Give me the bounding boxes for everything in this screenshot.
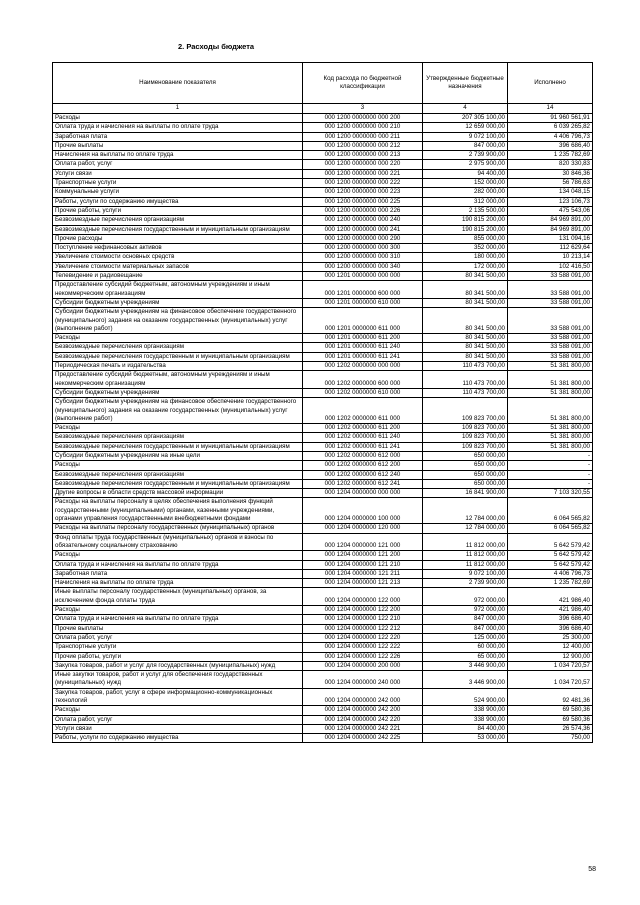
row-approved: 152 000,00 [423,179,508,188]
row-code: 000 1204 0000000 242 220 [303,715,423,724]
row-approved: 109 823 700,00 [423,442,508,451]
row-code: 000 1201 0000000 611 200 [303,334,423,343]
row-executed: 33 588 091,00 [508,334,593,343]
row-code: 000 1200 0000000 000 290 [303,234,423,243]
row-code: 000 1204 0000000 121 200 [303,551,423,560]
row-approved: 2 975 900,00 [423,160,508,169]
table-row [53,433,593,442]
row-approved: 110 473 700,00 [423,371,508,389]
table-row [53,169,593,178]
row-name: Безвозмездные перечисления организациям [53,343,303,352]
row-executed: 123 106,73 [508,197,593,206]
row-approved: 110 473 700,00 [423,388,508,397]
row-name: Безвозмездные перечисления государственным и муниципальным организациям [53,225,303,234]
table-row [53,498,593,524]
row-executed: 33 588 091,00 [508,281,593,299]
row-executed: 25 300,00 [508,633,593,642]
row-code: 000 1201 0000000 610 000 [303,298,423,307]
row-code: 000 1202 0000000 612 240 [303,470,423,479]
row-name: Увеличение стоимости материальных запасов [53,262,303,271]
row-name: Прочие работы, услуги [53,652,303,661]
row-approved: 65 000,00 [423,652,508,661]
row-name: Субсидии бюджетным учреждениям [53,298,303,307]
row-approved: 11 812 000,00 [423,533,508,551]
table-row [53,579,593,588]
row-code: 000 1202 0000000 612 000 [303,451,423,460]
row-name: Прочие работы, услуги [53,206,303,215]
row-approved: 84 400,00 [423,724,508,733]
table-row [53,281,593,299]
row-approved: 972 000,00 [423,588,508,606]
row-name: Работы, услуги по содержанию имущества [53,197,303,206]
row-name: Заработная плата [53,132,303,141]
row-code: 000 1204 0000000 122 226 [303,652,423,661]
row-name: Начисления на выплаты по оплате труда [53,579,303,588]
row-code: 000 1204 0000000 122 220 [303,633,423,642]
row-executed: 820 330,83 [508,160,593,169]
row-approved: 338 900,00 [423,706,508,715]
row-name: Фонд оплаты труда государственных (муниципальных) органов и взносы по обязательному социальному страхованию [53,533,303,551]
row-name: Оплата труда и начисления на выплаты по оплате труда [53,615,303,624]
row-code: 000 1202 0000000 611 000 [303,398,423,424]
table-row [53,606,593,615]
row-approved: 180 000,00 [423,253,508,262]
row-name: Безвозмездные перечисления организациям [53,216,303,225]
row-executed: 1 235 782,69 [508,579,593,588]
table-row [53,188,593,197]
table-header-row [53,63,593,104]
row-code: 000 1204 0000000 122 212 [303,624,423,633]
row-approved: 80 341 500,00 [423,334,508,343]
row-code: 000 1201 0000000 000 000 [303,272,423,281]
expenses-table [52,62,593,743]
row-executed: 4 406 796,73 [508,132,593,141]
table-row [53,461,593,470]
table-row [53,489,593,498]
row-code: 000 1201 0000000 611 241 [303,352,423,361]
row-name: Расходы [53,606,303,615]
row-name: Транспортные услуги [53,643,303,652]
column-number: 3 [303,104,423,114]
row-name: Расходы на выплаты персоналу в целях обеспечения выполнения функций государственными (муниципальными) органами, казенными учреждениями, органами управления государственными внебюджетными фондами [53,498,303,524]
row-name: Расходы [53,461,303,470]
row-code: 000 1200 0000000 000 210 [303,123,423,132]
row-code: 000 1204 0000000 242 221 [303,724,423,733]
row-executed: 69 580,36 [508,706,593,715]
row-code: 000 1200 0000000 000 222 [303,179,423,188]
row-code: 000 1204 0000000 000 000 [303,489,423,498]
row-executed: 51 381 800,00 [508,362,593,371]
row-executed: 51 381 800,00 [508,398,593,424]
table-row [53,160,593,169]
header-approved: Утвержденные бюджетные назначения [423,63,508,104]
row-approved: 172 000,00 [423,262,508,271]
row-executed: 33 588 091,00 [508,308,593,334]
row-executed: 69 580,36 [508,715,593,724]
table-row [53,688,593,706]
row-name: Оплата работ, услуг [53,633,303,642]
table-row [53,442,593,451]
row-executed: 7 103 320,55 [508,489,593,498]
row-approved: 80 341 500,00 [423,272,508,281]
table-row [53,451,593,460]
row-name: Закупка товаров, работ, услуг в сфере информационно-коммуникационных технологий [53,688,303,706]
row-executed: 396 686,40 [508,615,593,624]
row-code: 000 1204 0000000 242 200 [303,706,423,715]
column-number: 4 [423,104,508,114]
table-row [53,352,593,361]
table-row [53,388,593,397]
table-row [53,624,593,633]
row-approved: 190 815 200,00 [423,216,508,225]
table-row [53,206,593,215]
row-code: 000 1204 0000000 121 210 [303,560,423,569]
row-executed: 12 900,00 [508,652,593,661]
row-name: Оплата труда и начисления на выплаты по оплате труда [53,560,303,569]
row-approved: 16 841 900,00 [423,489,508,498]
table-row [53,588,593,606]
row-name: Безвозмездные перечисления организациям [53,470,303,479]
row-code: 000 1202 0000000 000 000 [303,362,423,371]
row-approved: 972 000,00 [423,606,508,615]
table-row [53,671,593,689]
row-approved: 207 305 100,00 [423,114,508,123]
row-executed: 6 064 565,82 [508,524,593,533]
row-executed: 30 846,36 [508,169,593,178]
row-name: Работы, услуги по содержанию имущества [53,734,303,743]
row-name: Оплата труда и начисления на выплаты по оплате труда [53,123,303,132]
table-row [53,234,593,243]
column-number: 1 [53,104,303,114]
table-row [53,334,593,343]
row-name: Иные закупки товаров, работ и услуг для обеспечения государственных (муниципальных) нужд [53,671,303,689]
table-row [53,524,593,533]
row-name: Поступление нефинансовых активов [53,244,303,253]
row-name: Закупка товаров, работ и услуг для государственных (муниципальных) нужд [53,661,303,670]
row-executed: 396 686,40 [508,624,593,633]
row-code: 000 1204 0000000 122 222 [303,643,423,652]
row-name: Прочие выплаты [53,624,303,633]
row-name: Коммунальные услуги [53,188,303,197]
row-executed: 51 381 800,00 [508,433,593,442]
row-name: Начисления на выплаты по оплате труда [53,151,303,160]
row-name: Расходы [53,551,303,560]
row-executed: 475 543,06 [508,206,593,215]
table-row [53,560,593,569]
row-code: 000 1204 0000000 121 211 [303,569,423,578]
row-executed: 56 786,63 [508,179,593,188]
table-row [53,225,593,234]
row-approved: 9 072 100,00 [423,132,508,141]
row-approved: 80 341 500,00 [423,308,508,334]
row-name: Транспортные услуги [53,179,303,188]
row-executed: 112 629,64 [508,244,593,253]
row-code: 000 1204 0000000 122 200 [303,606,423,615]
row-approved: 80 341 500,00 [423,343,508,352]
row-executed: 84 969 891,00 [508,225,593,234]
row-name: Субсидии бюджетным учреждениям [53,388,303,397]
row-executed: 51 381 800,00 [508,388,593,397]
row-approved: 352 000,00 [423,244,508,253]
row-approved: 109 823 700,00 [423,398,508,424]
row-executed: 51 381 800,00 [508,442,593,451]
row-executed: 5 642 579,42 [508,560,593,569]
table-row [53,343,593,352]
row-name: Расходы [53,424,303,433]
row-approved: 3 446 900,00 [423,671,508,689]
row-executed: - [508,479,593,488]
row-executed: 131 094,16 [508,234,593,243]
row-name: Оплата работ, услуг [53,160,303,169]
page-number: 58 [588,866,596,873]
row-name: Услуги связи [53,169,303,178]
row-executed: 1 034 720,57 [508,661,593,670]
row-name: Предоставление субсидий бюджетным, автономным учреждениям и иным некоммерческим организациям [53,371,303,389]
row-code: 000 1204 0000000 120 000 [303,524,423,533]
row-approved: 3 446 900,00 [423,661,508,670]
row-executed: 6 039 265,82 [508,123,593,132]
row-name: Расходы на выплаты персоналу государственных (муниципальных) органов [53,524,303,533]
table-row [53,298,593,307]
row-name: Заработная плата [53,569,303,578]
row-executed: 33 588 091,00 [508,352,593,361]
row-approved: 650 000,00 [423,461,508,470]
row-code: 000 1204 0000000 242 225 [303,734,423,743]
row-approved: 12 659 000,00 [423,123,508,132]
row-code: 000 1200 0000000 000 226 [303,206,423,215]
row-code: 000 1204 0000000 122 210 [303,615,423,624]
row-executed: 421 986,40 [508,606,593,615]
row-executed: - [508,470,593,479]
row-executed: 92 481,36 [508,688,593,706]
row-executed: 5 642 579,42 [508,533,593,551]
row-approved: 12 784 000,00 [423,498,508,524]
row-approved: 110 473 700,00 [423,362,508,371]
row-name: Субсидии бюджетным учреждениям на финансовое обеспечение государственного (муниципального) задания на оказание государственных (муниципальных) услуг (выполнение работ) [53,308,303,334]
row-name: Телевидение и радиовещание [53,272,303,281]
row-executed: 12 400,00 [508,643,593,652]
table-row [53,151,593,160]
row-executed: 4 406 796,73 [508,569,593,578]
row-executed: 396 686,40 [508,141,593,150]
row-executed: 134 048,15 [508,188,593,197]
row-code: 000 1200 0000000 000 241 [303,225,423,234]
row-approved: 80 341 500,00 [423,298,508,307]
row-name: Безвозмездные перечисления государственным и муниципальным организациям [53,352,303,361]
row-name: Периодическая печать и издательства [53,362,303,371]
row-code: 000 1200 0000000 000 225 [303,197,423,206]
row-executed: 1 235 782,69 [508,151,593,160]
row-approved: 2 739 900,00 [423,151,508,160]
row-approved: 11 812 000,00 [423,560,508,569]
row-code: 000 1204 0000000 121 000 [303,533,423,551]
row-approved: 650 000,00 [423,470,508,479]
row-executed: 51 381 800,00 [508,424,593,433]
table-row [53,179,593,188]
row-approved: 11 812 000,00 [423,551,508,560]
row-executed: 84 969 891,00 [508,216,593,225]
row-code: 000 1202 0000000 611 241 [303,442,423,451]
row-executed: 1 034 720,57 [508,671,593,689]
table-row [53,362,593,371]
row-approved: 9 072 100,00 [423,569,508,578]
table-row [53,424,593,433]
table-row [53,141,593,150]
row-code: 000 1200 0000000 000 223 [303,188,423,197]
row-name: Безвозмездные перечисления организациям [53,433,303,442]
table-row [53,197,593,206]
row-name: Прочие выплаты [53,141,303,150]
table-row [53,661,593,670]
table-row [53,734,593,743]
table-row [53,308,593,334]
row-code: 000 1200 0000000 000 220 [303,160,423,169]
table-row [53,371,593,389]
row-executed: 91 960 561,91 [508,114,593,123]
table-row [53,706,593,715]
row-approved: 338 900,00 [423,715,508,724]
table-row [53,569,593,578]
row-approved: 125 000,00 [423,633,508,642]
row-approved: 2 739 900,00 [423,579,508,588]
table-row [53,114,593,123]
table-row [53,724,593,733]
table-row [53,533,593,551]
row-code: 000 1200 0000000 000 212 [303,141,423,150]
row-name: Субсидии бюджетным учреждениям на иные цели [53,451,303,460]
row-code: 000 1204 0000000 240 000 [303,671,423,689]
row-approved: 650 000,00 [423,479,508,488]
row-name: Безвозмездные перечисления государственным и муниципальным организациям [53,479,303,488]
row-approved: 2 135 500,00 [423,206,508,215]
header-name: Наименование показателя [53,63,303,104]
table-row [53,470,593,479]
section-title: 2. Расходы бюджета [178,42,255,51]
table-row [53,479,593,488]
row-executed: 51 381 800,00 [508,371,593,389]
row-code: 000 1204 0000000 122 000 [303,588,423,606]
table-row [53,123,593,132]
row-name: Прочие расходы [53,234,303,243]
row-code: 000 1202 0000000 600 000 [303,371,423,389]
row-approved: 53 000,00 [423,734,508,743]
table-row [53,244,593,253]
row-code: 000 1204 0000000 242 000 [303,688,423,706]
row-name: Расходы [53,334,303,343]
row-approved: 109 823 700,00 [423,424,508,433]
row-approved: 282 000,00 [423,188,508,197]
row-executed: 5 642 579,42 [508,551,593,560]
table-row [53,643,593,652]
table-row [53,272,593,281]
header-code: Код расхода по бюджетной классификации [303,63,423,104]
row-approved: 80 341 500,00 [423,281,508,299]
row-code: 000 1204 0000000 100 000 [303,498,423,524]
row-name: Другие вопросы в области средств массовой информации [53,489,303,498]
row-code: 000 1202 0000000 612 200 [303,461,423,470]
row-approved: 94 400,00 [423,169,508,178]
row-approved: 650 000,00 [423,451,508,460]
row-approved: 855 000,00 [423,234,508,243]
row-approved: 12 784 000,00 [423,524,508,533]
row-executed: 750,00 [508,734,593,743]
row-approved: 190 815 200,00 [423,225,508,234]
row-executed: 33 588 091,00 [508,343,593,352]
row-approved: 847 000,00 [423,615,508,624]
row-name: Оплата работ, услуг [53,715,303,724]
row-executed: 6 064 565,82 [508,498,593,524]
row-name: Расходы [53,706,303,715]
table-row [53,633,593,642]
header-executed: Исполнено [508,63,593,104]
row-approved: 312 000,00 [423,197,508,206]
row-code: 000 1202 0000000 611 240 [303,433,423,442]
row-code: 000 1200 0000000 000 221 [303,169,423,178]
row-name: Увеличение стоимости основных средств [53,253,303,262]
row-code: 000 1204 0000000 200 000 [303,661,423,670]
row-executed: - [508,451,593,460]
row-code: 000 1202 0000000 612 241 [303,479,423,488]
table-row [53,398,593,424]
table-row [53,615,593,624]
row-code: 000 1202 0000000 611 200 [303,424,423,433]
row-code: 000 1200 0000000 000 211 [303,132,423,141]
row-executed: 421 986,40 [508,588,593,606]
row-code: 000 1201 0000000 611 000 [303,308,423,334]
table-row [53,551,593,560]
row-approved: 524 900,00 [423,688,508,706]
table-body [53,114,593,743]
table-row [53,262,593,271]
row-approved: 60 000,00 [423,643,508,652]
row-code: 000 1200 0000000 000 213 [303,151,423,160]
row-approved: 109 823 700,00 [423,433,508,442]
row-code: 000 1200 0000000 000 340 [303,262,423,271]
table-row [53,132,593,141]
row-approved: 847 000,00 [423,624,508,633]
table-row [53,216,593,225]
row-name: Предоставление субсидий бюджетным, автономным учреждениям и иным некоммерческим организациям [53,281,303,299]
row-executed: 102 416,50 [508,262,593,271]
table-row [53,652,593,661]
row-code: 000 1201 0000000 611 240 [303,343,423,352]
row-executed: 33 588 091,00 [508,298,593,307]
row-name: Расходы [53,114,303,123]
row-code: 000 1200 0000000 000 300 [303,244,423,253]
row-executed: - [508,461,593,470]
row-executed: 33 588 091,00 [508,272,593,281]
row-executed: 26 574,36 [508,724,593,733]
row-code: 000 1202 0000000 610 000 [303,388,423,397]
row-name: Субсидии бюджетным учреждениям на финансовое обеспечение государственного (муниципального) задания на оказание государственных (муниципальных) услуг (выполнение работ) [53,398,303,424]
row-code: 000 1200 0000000 000 200 [303,114,423,123]
table-row [53,715,593,724]
row-code: 000 1200 0000000 000 240 [303,216,423,225]
row-executed: 10 213,14 [508,253,593,262]
column-number-row [53,104,593,114]
row-name: Иные выплаты персоналу государственных (муниципальных) органов, за исключением фонда оплаты труда [53,588,303,606]
row-approved: 847 000,00 [423,141,508,150]
row-name: Безвозмездные перечисления государственным и муниципальным организациям [53,442,303,451]
table-row [53,253,593,262]
row-code: 000 1204 0000000 121 213 [303,579,423,588]
column-number: 14 [508,104,593,114]
row-code: 000 1200 0000000 000 310 [303,253,423,262]
row-code: 000 1201 0000000 600 000 [303,281,423,299]
row-approved: 80 341 500,00 [423,352,508,361]
row-name: Услуги связи [53,724,303,733]
